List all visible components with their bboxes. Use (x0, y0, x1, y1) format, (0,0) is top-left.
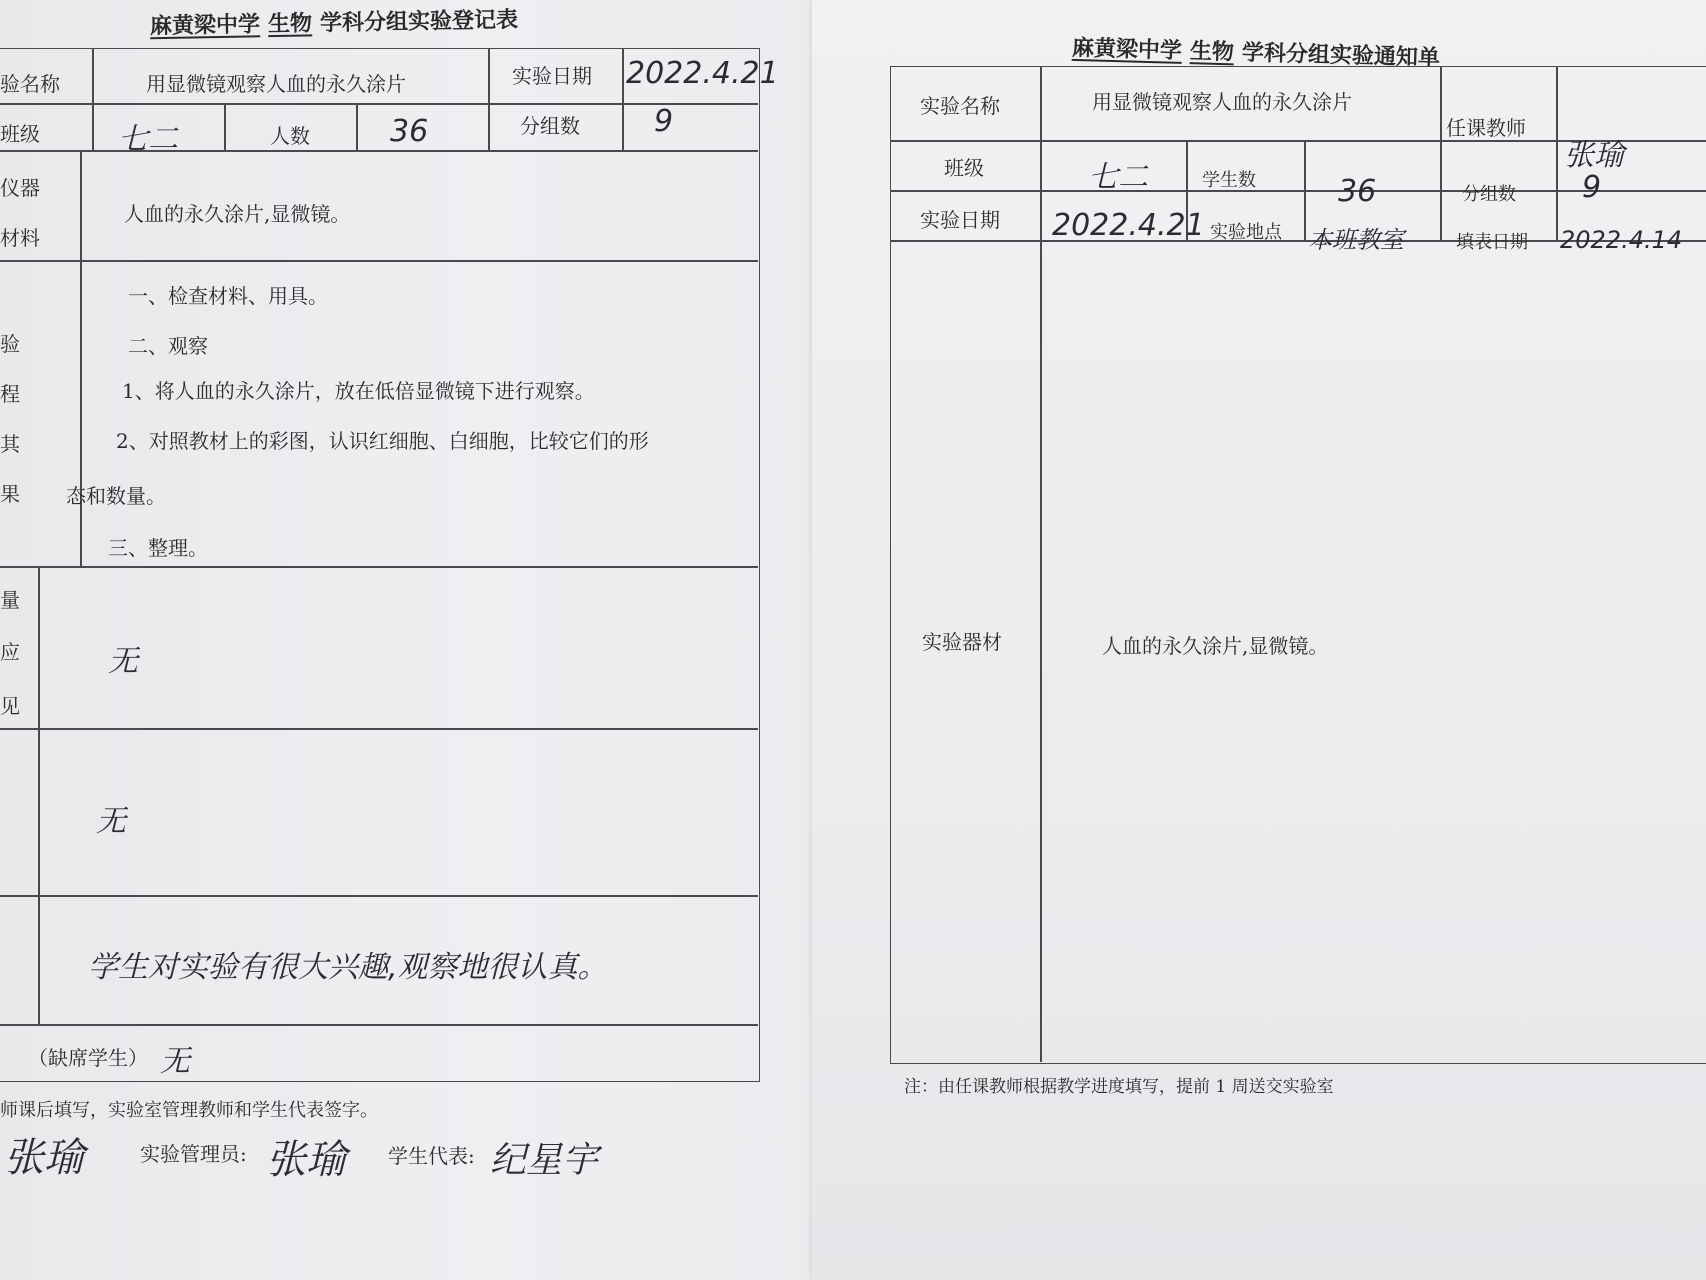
form-type: 学科分组实验登记表 (319, 6, 519, 37)
value-absent-students: 无 (160, 1044, 190, 1079)
label-location: 实验地点 (1210, 222, 1282, 243)
value-exp-date: 2022.4.21 (626, 56, 779, 91)
value-location: 本班教室 (1308, 226, 1404, 254)
label-class: 班级 (944, 156, 984, 180)
value-teacher: 张瑜 (1564, 138, 1624, 173)
right-form-table (890, 66, 1706, 1064)
label-exp-date: 实验日期 (512, 64, 592, 88)
lab-admin-signature: 张瑜 (266, 1137, 346, 1183)
lab-admin-label: 实验管理员: (140, 1142, 247, 1166)
value-groups: 9 (654, 104, 674, 139)
label-teacher: 任课教师 (1446, 116, 1526, 140)
left-sheet-register-form (0, 0, 812, 1280)
teacher-signature: 张瑜 (4, 1135, 84, 1181)
value-issues: 无 (96, 804, 126, 839)
right-footer-note: 注：由任课教师根据教学进度填写，提前 1 周送交实验室 (904, 1077, 1334, 1097)
label-materials: 材料 (0, 226, 40, 250)
value-exp-name: 用显微镜观察人血的永久涂片 (146, 72, 406, 96)
value-safety: 无 (108, 644, 138, 679)
label-proc-3: 其 (0, 432, 20, 456)
value-class: 七二 (118, 122, 178, 157)
label-safety-1: 量 (0, 588, 20, 612)
form-type: 学科分组实验通知单 (1241, 39, 1441, 72)
label-proc-2: 程 (0, 382, 20, 406)
procedure-line-6: 三、整理。 (108, 536, 208, 560)
value-students: 36 (1338, 174, 1377, 209)
value-exp-date: 2022.4.21 (1052, 208, 1205, 243)
label-fill-date: 填表日期 (1456, 232, 1528, 253)
value-equipment: 人血的永久涂片,显微镜。 (1102, 634, 1329, 658)
right-sheet-notice-form (812, 0, 1706, 1280)
value-groups: 9 (1582, 170, 1602, 205)
label-instruments: 仪器 (0, 176, 40, 200)
student-rep-label: 学生代表: (388, 1144, 475, 1168)
procedure-line-3: 1、将人血的永久涂片，放在低倍显微镜下进行观察。 (122, 379, 595, 403)
value-materials: 人血的永久涂片,显微镜。 (124, 202, 351, 226)
label-class: 班级 (0, 122, 40, 146)
subject-name: 生物 (1189, 38, 1235, 66)
label-groups: 分组数 (520, 114, 580, 138)
label-exp-name: 验名称 (0, 72, 60, 96)
left-form-table (0, 48, 760, 1082)
value-exp-name: 用显微镜观察人血的永久涂片 (1092, 90, 1352, 114)
label-absent-students: （缺席学生） (28, 1046, 148, 1070)
label-proc-1: 验 (0, 332, 20, 356)
label-groups: 分组数 (1462, 184, 1516, 205)
value-summary: 学生对实验有很大兴趣,观察地很认真。 (88, 950, 608, 985)
label-exp-date: 实验日期 (920, 208, 1000, 232)
label-safety-2: 应 (0, 640, 20, 664)
label-equipment: 实验器材 (922, 630, 1002, 654)
left-footer-note: 师课后填写，实验室管理教师和学生代表签字。 (0, 1100, 378, 1121)
label-safety-3: 见 (0, 694, 20, 718)
value-class: 七二 (1088, 160, 1148, 195)
label-exp-name: 实验名称 (920, 94, 1000, 118)
left-form-title (150, 3, 519, 40)
label-students: 学生数 (1202, 170, 1256, 191)
label-proc-4: 果 (0, 482, 20, 506)
procedure-line-2: 二、观察 (128, 334, 208, 358)
value-fill-date: 2022.4.14 (1560, 226, 1683, 254)
student-rep-signature: 纪星宇 (490, 1140, 599, 1181)
school-name: 麻黄梁中学 (149, 11, 261, 40)
school-name: 麻黄梁中学 (1071, 34, 1183, 64)
procedure-line-4: 2、对照教材上的彩图，认识红细胞、白细胞，比较它们的形 (116, 429, 649, 453)
procedure-line-1: 一、检查材料、用具。 (128, 284, 328, 308)
value-count: 36 (390, 114, 429, 149)
procedure-line-5: 态和数量。 (66, 484, 166, 508)
subject-name: 生物 (267, 10, 313, 38)
label-count: 人数 (270, 124, 310, 148)
